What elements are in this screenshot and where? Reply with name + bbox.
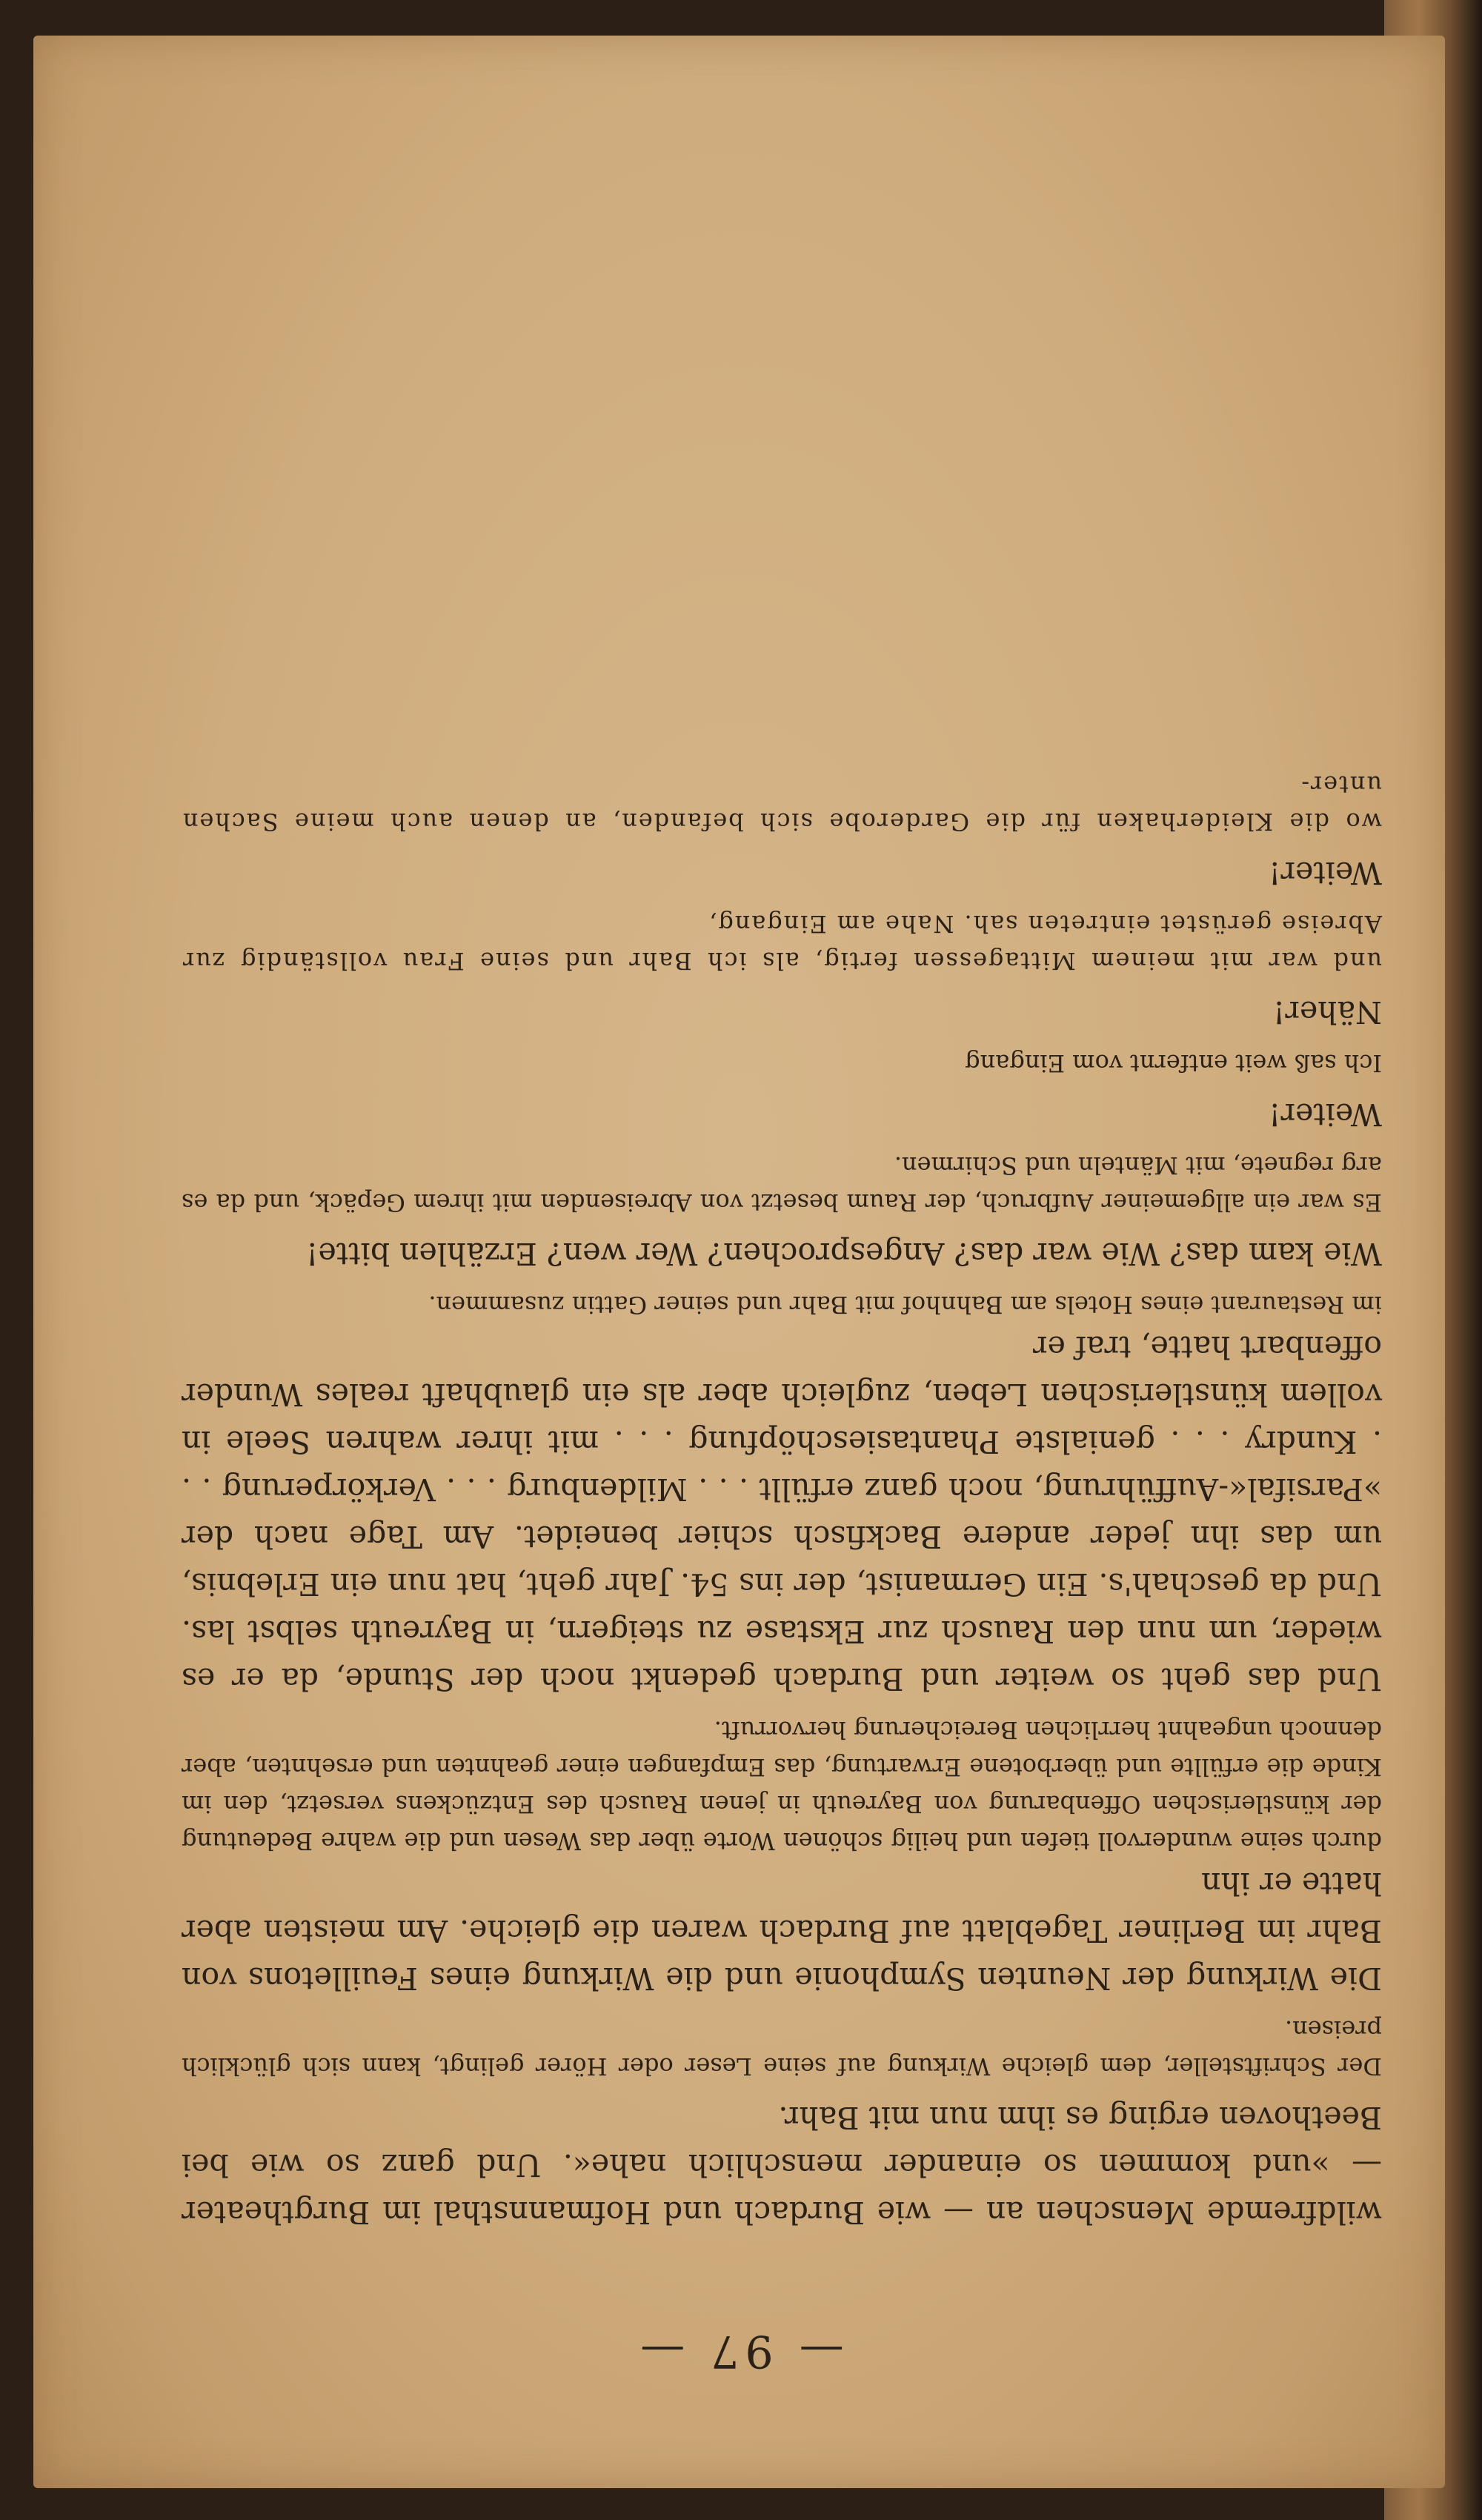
- paragraph: Weiter!: [1269, 1097, 1382, 1132]
- paragraph: Wie kam das? Wie war das? Angesprochen? Wer wen? Erzählen bitte!: [306, 1236, 1382, 1271]
- paragraph: Und das geht so weiter und Burdach gedenkt noch der Stunde, da er es wieder, um nun den Rausch zur Ekstase zu steigern, in Bayreuth selbst las. Und da geschah's. Ein Germanist, der ins 54. Jahr geht, hat nun ein Erlebnis, um das ihn jeder andere Backfisch schier beneidet. Am Tage nach der »Parsifal«-Aufführung, noch ganz erfüllt . . . Mildenburg . . . Verkörperung . . . Kundry . . . genialste Phantasieschöpfung . . . mit ihrer wahren Seele in vollem künstlerischen Leben, zugleich aber als ein glaubhaft reales Wunder offenbart hatte, traf er: [182, 1329, 1382, 1697]
- body-text: [182, 766, 1382, 2236]
- quote-paragraph: durch seine wundervoll tiefen und heilig schönen Worte über das Wesen und die wahre Bedeutung der künstlerischen Offenbarung von Bayreuth in jenen Rausch des Entzückens versetzt, den im Kinde die erfüllte und überbotene Erwartung, das Empfangen einer geahnten und ersehnten, aber dennoch ungeahnt herrlichen Bereicherung hervorruft.: [182, 1716, 1382, 1855]
- quote-paragraph: wo die Kleiderhaken für die Garderobe sich befanden, an denen auch meine Sachen unter-: [182, 771, 1382, 836]
- book-page: [33, 36, 1445, 2488]
- paragraph: Die Wirkung der Neunten Symphonie und die Wirkung eines Feuilletons von Bahr im Berliner Tageblatt auf Burdach waren die gleiche. Am meisten aber hatte er ihn: [182, 1866, 1382, 1996]
- rotated-page-content: [33, 36, 1445, 2488]
- paragraph: Weiter!: [1269, 855, 1382, 891]
- quote-paragraph: und war mit meinem Mittagessen fertig, als ich Bahr und seine Frau vollständig zur Abreise gerüstet eintreten sah. Nahe am Eingang,: [182, 910, 1382, 975]
- paragraph: wildfremde Menschen an — wie Burdach und Hofmannsthal im Burgtheater — »und kommen so einander menschlich nahe«. Und ganz so wie bei Beethoven erging es ihm nun mit Bahr.: [182, 2100, 1382, 2230]
- quote-paragraph: im Restaurant eines Hotels am Bahnhof mit Bahr und seiner Gattin zusammen.: [428, 1291, 1382, 1319]
- page-number: — 97 —: [634, 2325, 844, 2377]
- quote-paragraph: Es war ein allgemeiner Aufbruch, der Raum besetzt von Abreisenden mit ihrem Gepäck, und da es arg regnete, mit Mänteln und Schirmen.: [182, 1151, 1382, 1217]
- quote-paragraph: Ich saß weit entfernt vom Eingang: [965, 1049, 1382, 1077]
- quote-paragraph: Der Schriftsteller, dem gleiche Wirkung auf seine Leser oder Hörer gelingt, kann sich glücklich preisen.: [182, 2015, 1382, 2081]
- paragraph: Näher!: [1272, 994, 1382, 1030]
